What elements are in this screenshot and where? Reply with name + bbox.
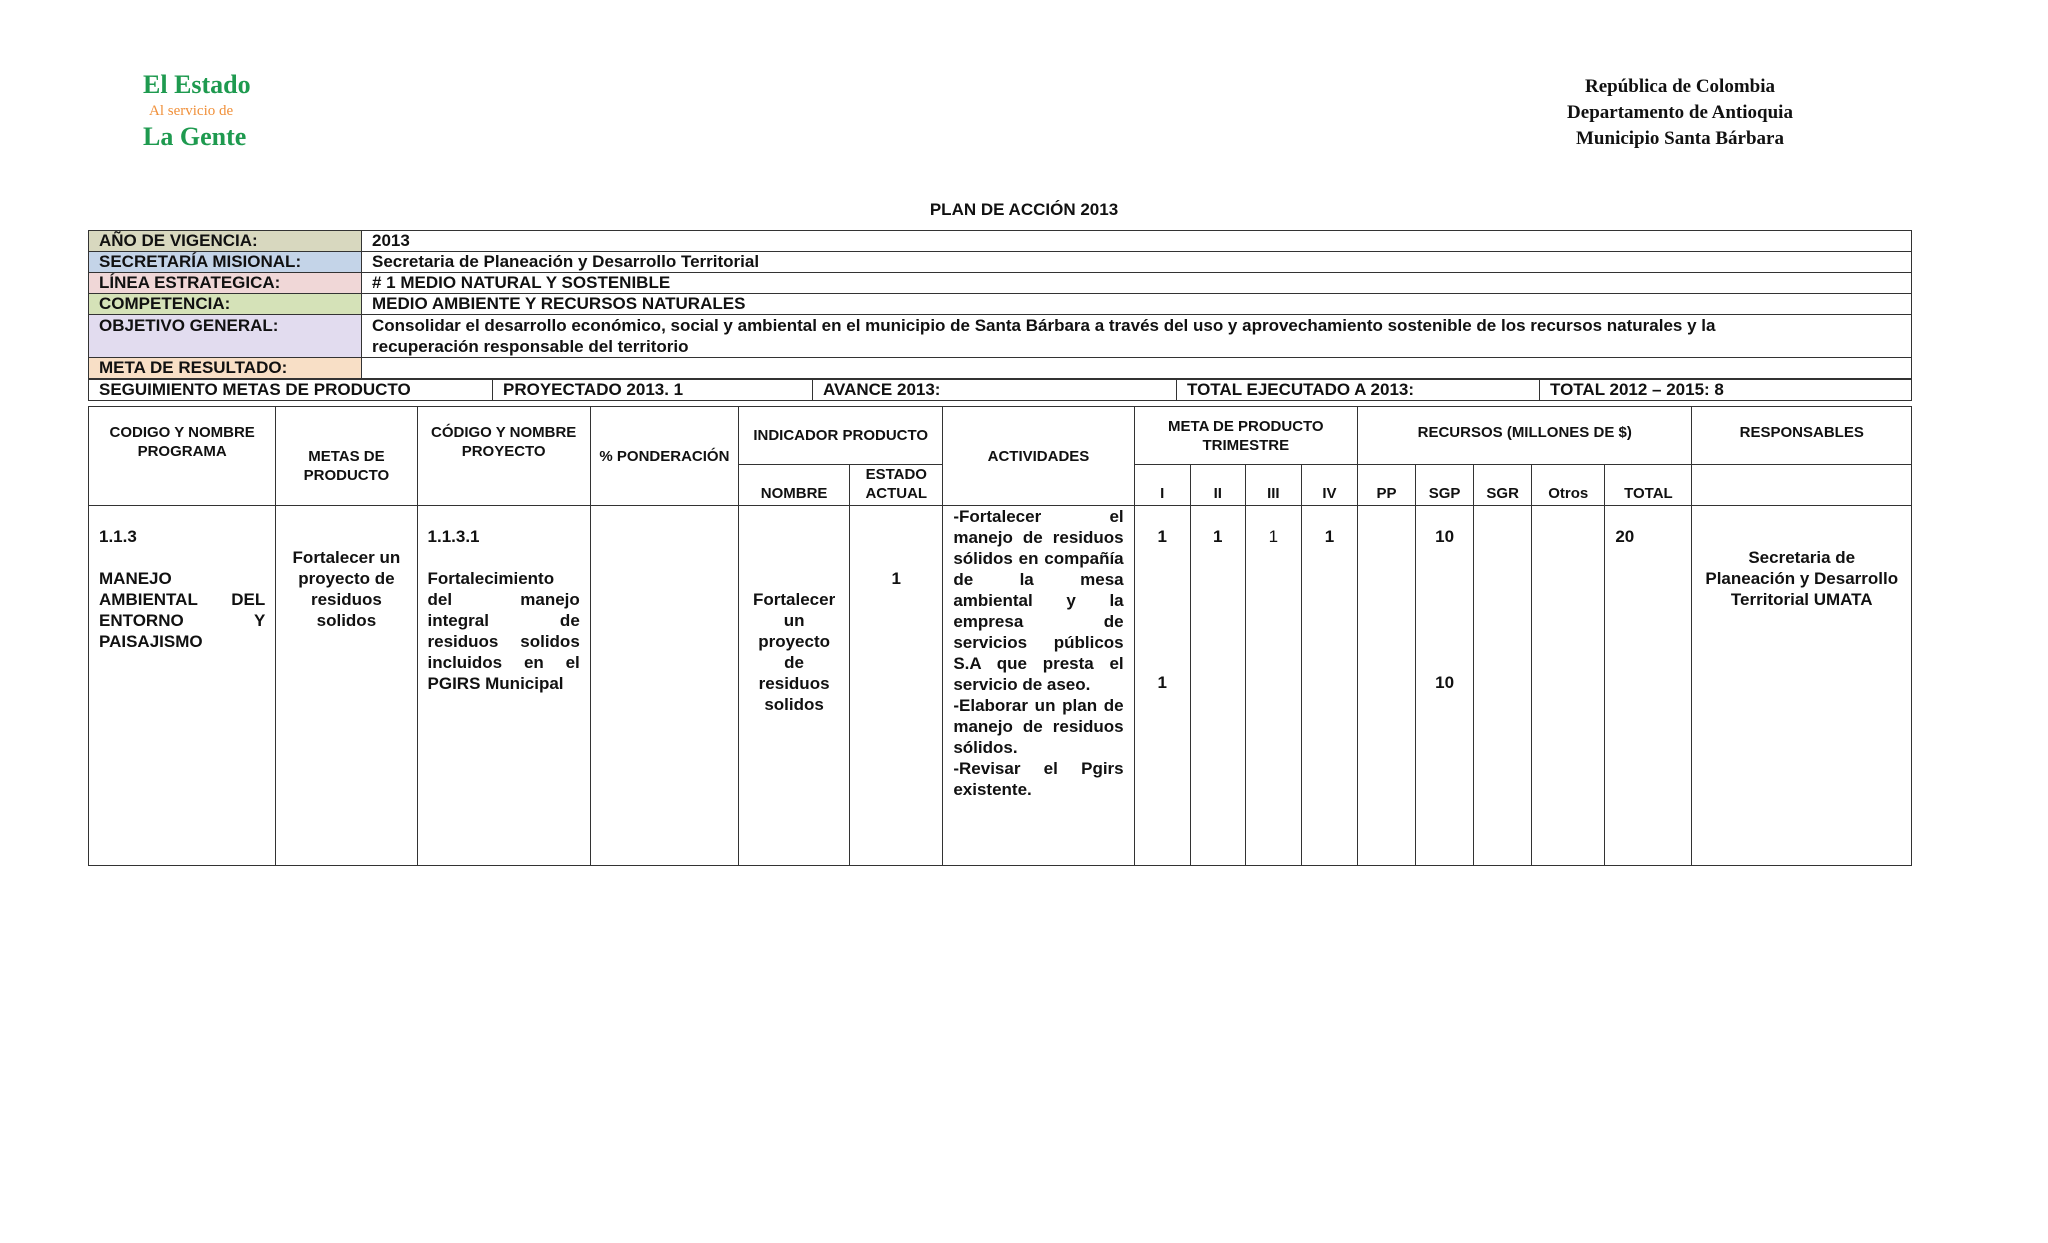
row-competencia: [89, 294, 1911, 315]
objetivo-line-2: recuperación responsable del territorio: [372, 337, 689, 356]
cell-meta-producto: Fortalecer un proyecto de residuos solidos: [276, 506, 417, 866]
header-trimestre-iii: III: [1245, 465, 1301, 506]
cell-sgp: [1416, 506, 1474, 866]
seguimiento-row: [89, 379, 1911, 400]
objetivo-label: OBJETIVO GENERAL:: [89, 315, 362, 357]
header-responsables: RESPONSABLES: [1692, 407, 1912, 465]
document-title: PLAN DE ACCIÓN 2013: [929, 200, 1119, 219]
header-trimestre-iv: IV: [1301, 465, 1357, 506]
logo-line-1: El Estado: [143, 70, 251, 99]
secretaria-value: Secretaria de Planeación y Desarrollo Territorial: [372, 252, 760, 271]
header-indicador-producto: INDICADOR PRODUCTO: [739, 407, 943, 465]
cell-trimestre-iv: 1: [1301, 506, 1357, 866]
cell-trimestre-iii: 1: [1245, 506, 1301, 866]
row-linea: [89, 273, 1911, 294]
objetivo-value: [362, 315, 1911, 357]
header-codigo-programa: CODIGO Y NOMBRE PROGRAMA: [89, 407, 276, 506]
linea-value: # 1 MEDIO NATURAL Y SOSTENIBLE: [372, 273, 671, 292]
cell-ponderacion: [590, 506, 738, 866]
header-trimestre-i: I: [1134, 465, 1190, 506]
header-sgr: SGR: [1474, 465, 1532, 506]
cell-total: 20: [1605, 506, 1692, 866]
cell-programa: [89, 506, 276, 866]
competencia-value: MEDIO AMBIENTE Y RECURSOS NATURALES: [372, 294, 746, 313]
programa-name: MANEJO AMBIENTAL DEL ENTORNO Y PAISAJISMO: [99, 569, 266, 651]
row-meta-resultado: [89, 358, 1911, 379]
meta-resultado-label: META DE RESULTADO:: [89, 358, 362, 378]
logo-line-2: Al servicio de: [149, 103, 234, 119]
proyectado: PROYECTADO 2013. 1: [493, 380, 813, 400]
objetivo-line-1: Consolidar el desarrollo económico, social y ambiental en el municipio de Santa Bárbara a través del uso y aprovechamiento sostenible de los recursos naturales y la: [372, 316, 1716, 335]
ano-label: AÑO DE VIGENCIA:: [89, 231, 362, 251]
actividad-3: -Revisar el Pgirs existente.: [953, 759, 1124, 799]
government-header: [1500, 74, 1860, 152]
gov-line-2: Departamento de Antioquia: [1567, 102, 1793, 123]
info-block: [88, 230, 1912, 401]
linea-label: LÍNEA ESTRATEGICA:: [89, 273, 362, 293]
cell-actividades: [943, 506, 1134, 866]
header-recursos: RECURSOS (MILLONES DE $): [1357, 407, 1692, 465]
header-estado-actual: ESTADO ACTUAL: [850, 465, 943, 506]
sgp-value-1: 10: [1435, 527, 1455, 546]
gov-line-3: Municipio Santa Bárbara: [1576, 128, 1784, 149]
action-plan-table: [88, 406, 1912, 866]
sgp-value-2: 10: [1435, 673, 1455, 692]
cell-sgr: [1474, 506, 1532, 866]
row-ano-vigencia: [89, 231, 1911, 252]
trimestre-i-value-1: 1: [1157, 527, 1167, 546]
secretaria-label: SECRETARÍA MISIONAL:: [89, 252, 362, 272]
cell-trimestre-i: [1134, 506, 1190, 866]
header-actividades: ACTIVIDADES: [943, 407, 1134, 506]
header-total: TOTAL: [1605, 465, 1692, 506]
seguimiento-label: SEGUIMIENTO METAS DE PRODUCTO: [89, 380, 493, 400]
header-sgp: SGP: [1416, 465, 1474, 506]
gov-line-1: República de Colombia: [1584, 76, 1776, 97]
header-meta-trimestre: META DE PRODUCTO TRIMESTRE: [1134, 407, 1357, 465]
proyecto-name: Fortalecimiento del manejo integral de residuos solidos incluidos en el PGIRS Municipal: [427, 569, 580, 693]
cell-otros: [1532, 506, 1605, 866]
header-pp: PP: [1357, 465, 1415, 506]
header-codigo-proyecto: CÓDIGO Y NOMBRE PROYECTO: [417, 407, 590, 506]
programa-code: 1.1.3: [99, 527, 137, 546]
cell-estado-actual: 1: [850, 506, 943, 866]
header-otros: Otros: [1532, 465, 1605, 506]
total-ejecutado: TOTAL EJECUTADO A 2013:: [1177, 380, 1540, 400]
actividad-2: -Elaborar un plan de manejo de residuos sólidos.: [953, 696, 1124, 757]
proyecto-code: 1.1.3.1: [427, 527, 480, 546]
ano-value: 2013: [372, 231, 410, 250]
header-ponderacion: % PONDERACIÓN: [590, 407, 738, 506]
cell-trimestre-ii: 1: [1190, 506, 1245, 866]
header-responsables-sub: [1692, 465, 1912, 506]
cell-indicador-nombre: Fortalecer un proyecto de residuos solidos: [739, 506, 850, 866]
cell-responsables: Secretaria de Planeación y Desarrollo Territorial UMATA: [1692, 506, 1912, 866]
row-secretaria: [89, 252, 1911, 273]
table-row: [89, 506, 1912, 866]
logo-el-estado: [143, 70, 251, 152]
header-nombre: NOMBRE: [739, 465, 850, 506]
actividad-1: -Fortalecer el manejo de residuos sólidos en compañía de la mesa ambiental y la empresa de servicios públicos S.A que presta el servicio de aseo.: [953, 507, 1124, 694]
cell-pp: [1357, 506, 1415, 866]
cell-proyecto: [417, 506, 590, 866]
header-trimestre-ii: II: [1190, 465, 1245, 506]
header-metas-producto: METAS DE PRODUCTO: [276, 407, 417, 506]
competencia-label: COMPETENCIA:: [89, 294, 362, 314]
total-2012-2015: TOTAL 2012 – 2015: 8: [1550, 380, 1724, 399]
trimestre-i-value-2: 1: [1157, 673, 1167, 692]
meta-resultado-value: [362, 358, 1911, 378]
logo-line-3: La Gente: [143, 122, 247, 151]
row-objetivo: [89, 315, 1911, 358]
avance: AVANCE 2013:: [813, 380, 1177, 400]
